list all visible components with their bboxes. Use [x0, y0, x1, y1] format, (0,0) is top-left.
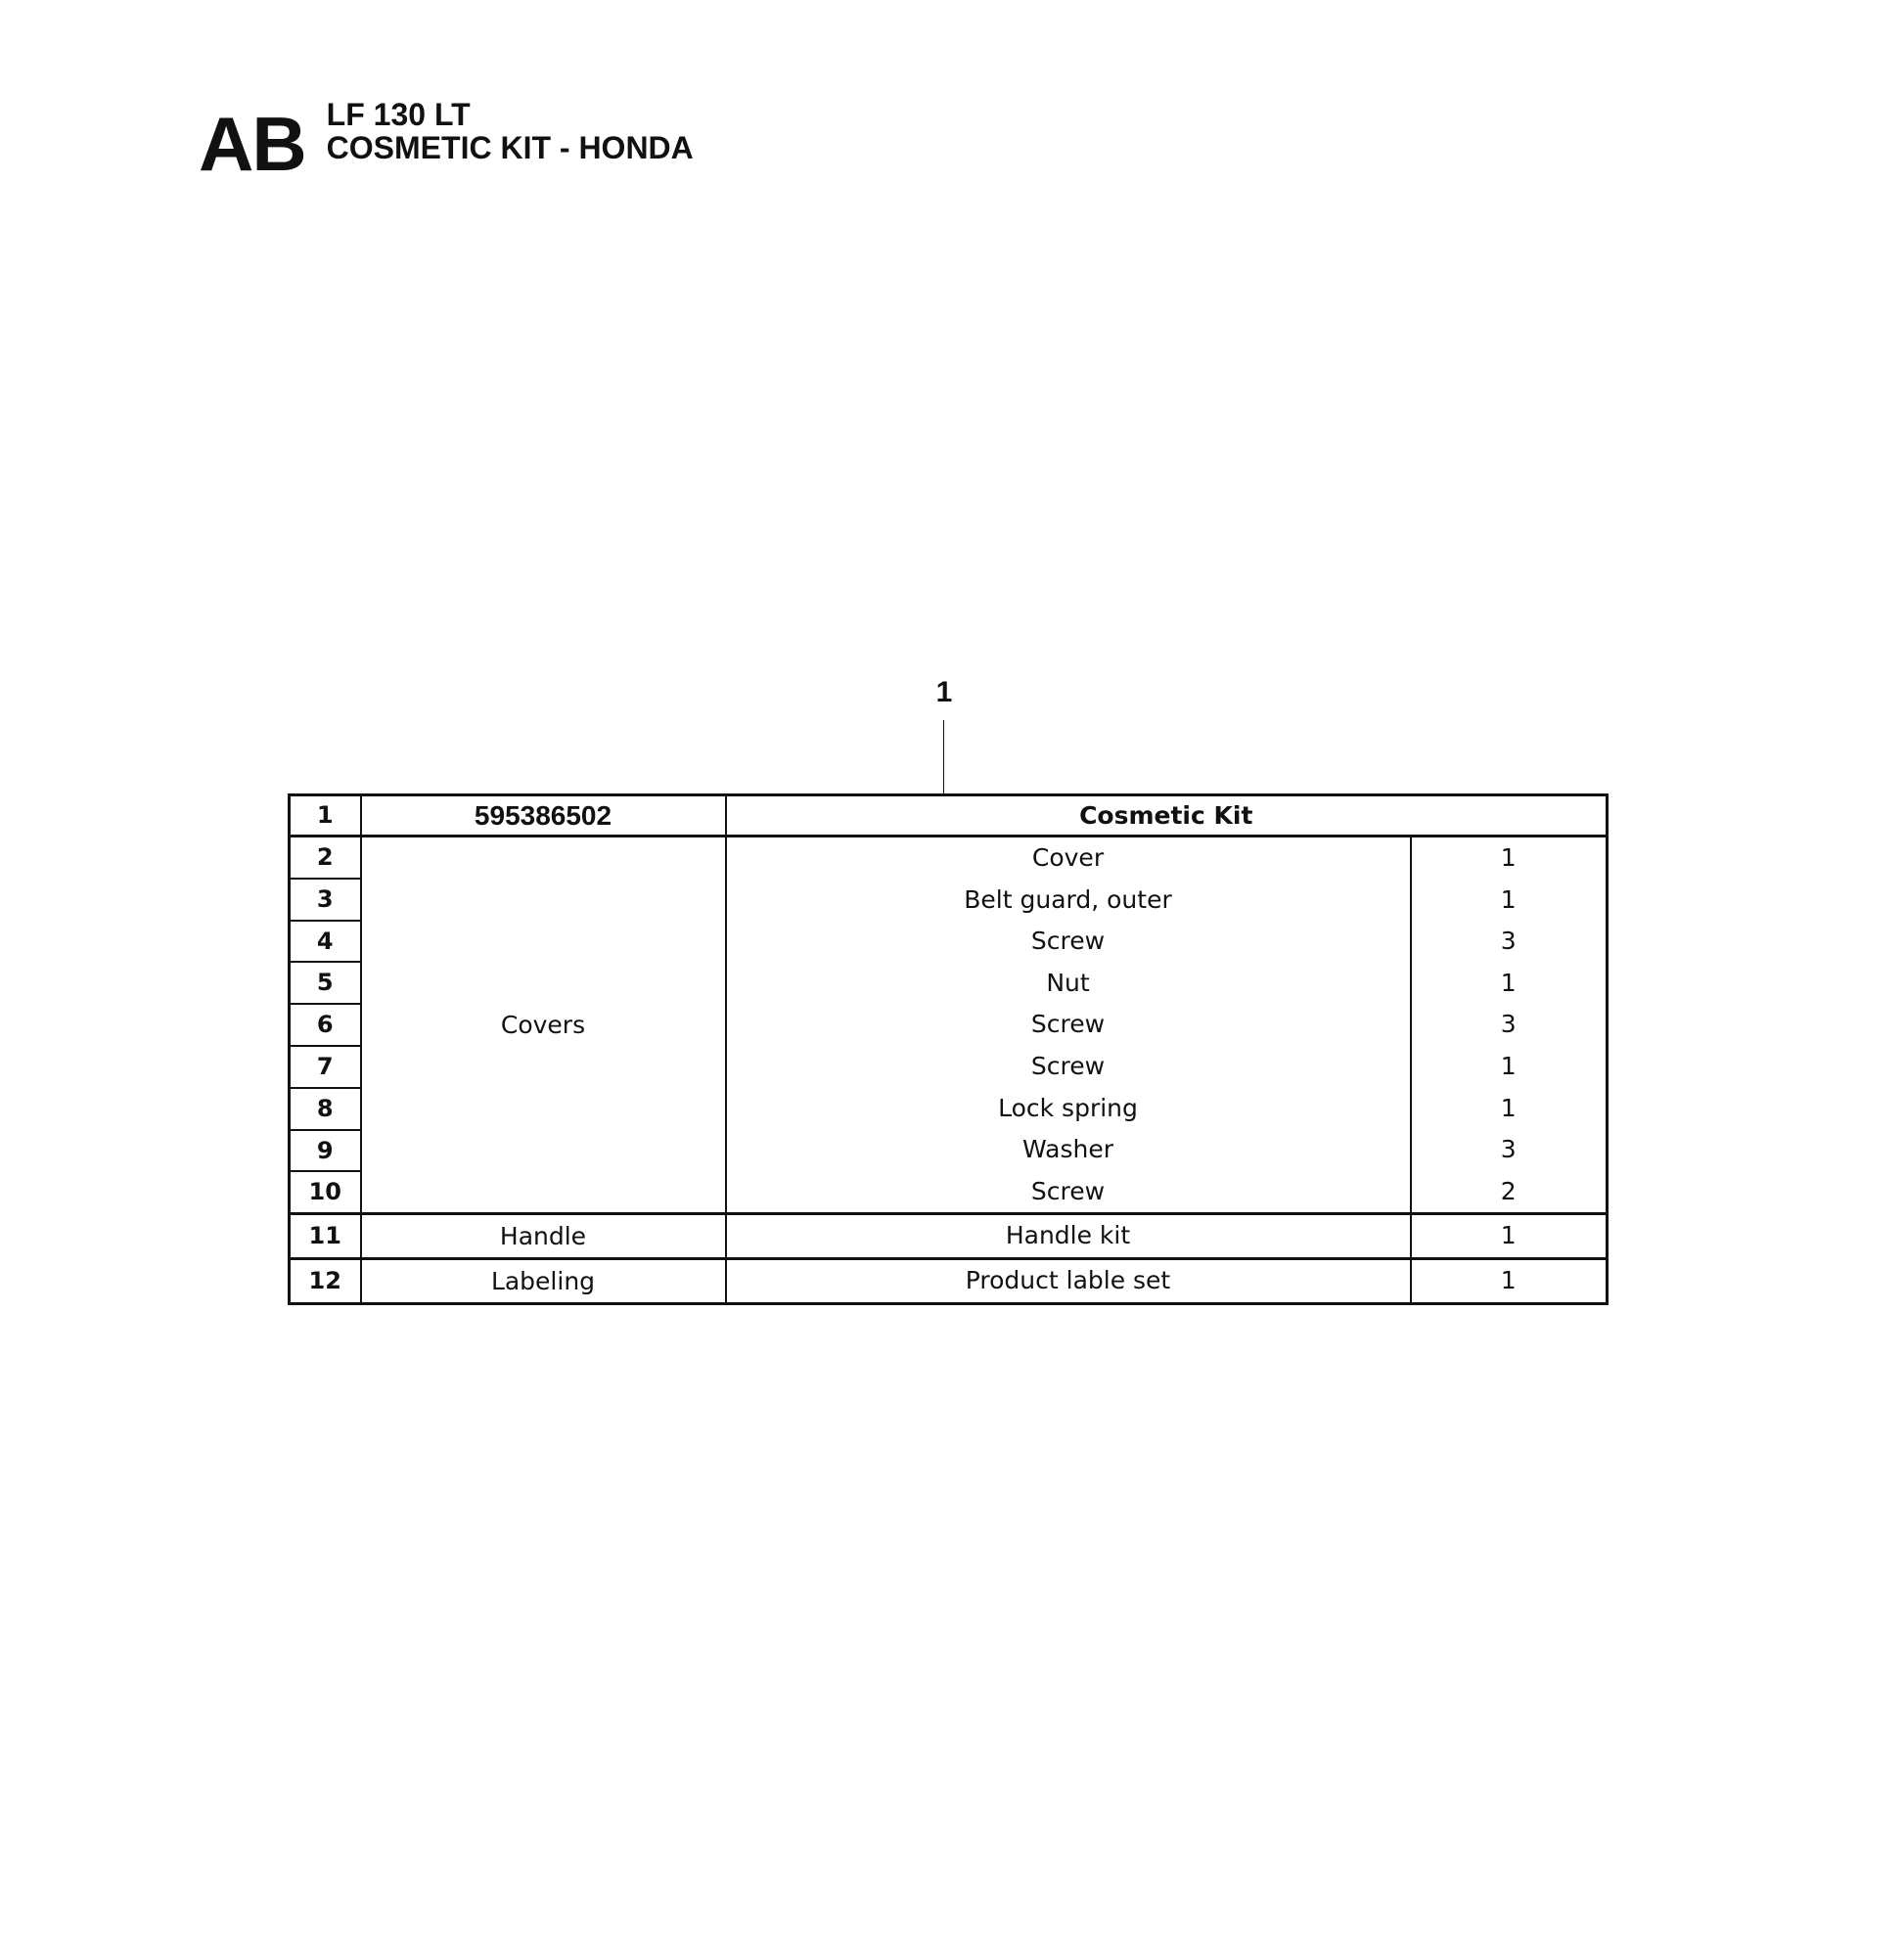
part-description: Screw: [1030, 927, 1106, 956]
part-quantity: 3: [1500, 1135, 1517, 1164]
table-row: [290, 1258, 1608, 1303]
page-header: [199, 97, 694, 187]
group-name: Covers: [361, 837, 726, 1214]
part-quantity: 1: [1500, 1265, 1517, 1294]
callout-number: 1: [935, 676, 953, 708]
row-number: 5: [290, 962, 361, 1004]
description-cell: [726, 837, 1411, 1214]
row-number: 1: [290, 795, 361, 837]
part-description: Lock spring: [998, 1093, 1138, 1122]
row-number: 7: [290, 1046, 361, 1088]
part-quantity: 3: [1500, 927, 1517, 956]
part-description: Screw: [1030, 1010, 1106, 1039]
description-cell: [726, 1214, 1411, 1259]
row-number: 9: [290, 1130, 361, 1172]
part-description: Belt guard, outer: [964, 884, 1172, 914]
kit-part-number: 595386502: [361, 795, 726, 837]
part-description: Product lable set: [965, 1265, 1171, 1294]
parts-table-body: [290, 795, 1608, 1304]
row-number: 4: [290, 921, 361, 963]
part-quantity: 1: [1500, 968, 1517, 997]
part-quantity: 2: [1500, 1176, 1517, 1205]
part-description: Nut: [1046, 968, 1090, 997]
part-description: Washer: [1022, 1135, 1113, 1164]
kit-row: [290, 795, 1608, 837]
part-quantity: 3: [1500, 1010, 1517, 1039]
row-number: 2: [290, 837, 361, 879]
table-row: [290, 1214, 1608, 1259]
quantity-cell: [1411, 1258, 1608, 1303]
group-name: Handle: [361, 1214, 726, 1259]
page-title: COSMETIC KIT - HONDA: [326, 130, 694, 165]
part-description: Cover: [1031, 843, 1105, 872]
row-number: 6: [290, 1004, 361, 1046]
callout-leader-line: [943, 720, 944, 794]
quantity-cell: [1411, 837, 1608, 1214]
group-name: Labeling: [361, 1258, 726, 1303]
row-number: 11: [290, 1214, 361, 1259]
title-block: [327, 98, 694, 164]
part-quantity: 1: [1500, 843, 1517, 872]
description-cell: [726, 1258, 1411, 1303]
part-description: Screw: [1030, 1051, 1106, 1080]
row-number: 3: [290, 879, 361, 921]
part-quantity: 1: [1500, 884, 1517, 914]
parts-table: [288, 793, 1609, 1305]
model-name: LF 130 LT: [326, 97, 471, 132]
section-code: AB: [199, 101, 305, 187]
kit-name: Cosmetic Kit: [726, 795, 1608, 837]
row-number: 10: [290, 1171, 361, 1213]
part-quantity: 1: [1500, 1051, 1517, 1080]
row-number: 12: [290, 1258, 361, 1303]
row-number: 8: [290, 1088, 361, 1130]
part-description: Screw: [1030, 1176, 1106, 1205]
part-quantity: 1: [1500, 1221, 1517, 1250]
table-row: [290, 837, 1608, 879]
part-quantity: 1: [1500, 1093, 1517, 1122]
part-description: Handle kit: [1005, 1221, 1131, 1250]
quantity-cell: [1411, 1214, 1608, 1259]
